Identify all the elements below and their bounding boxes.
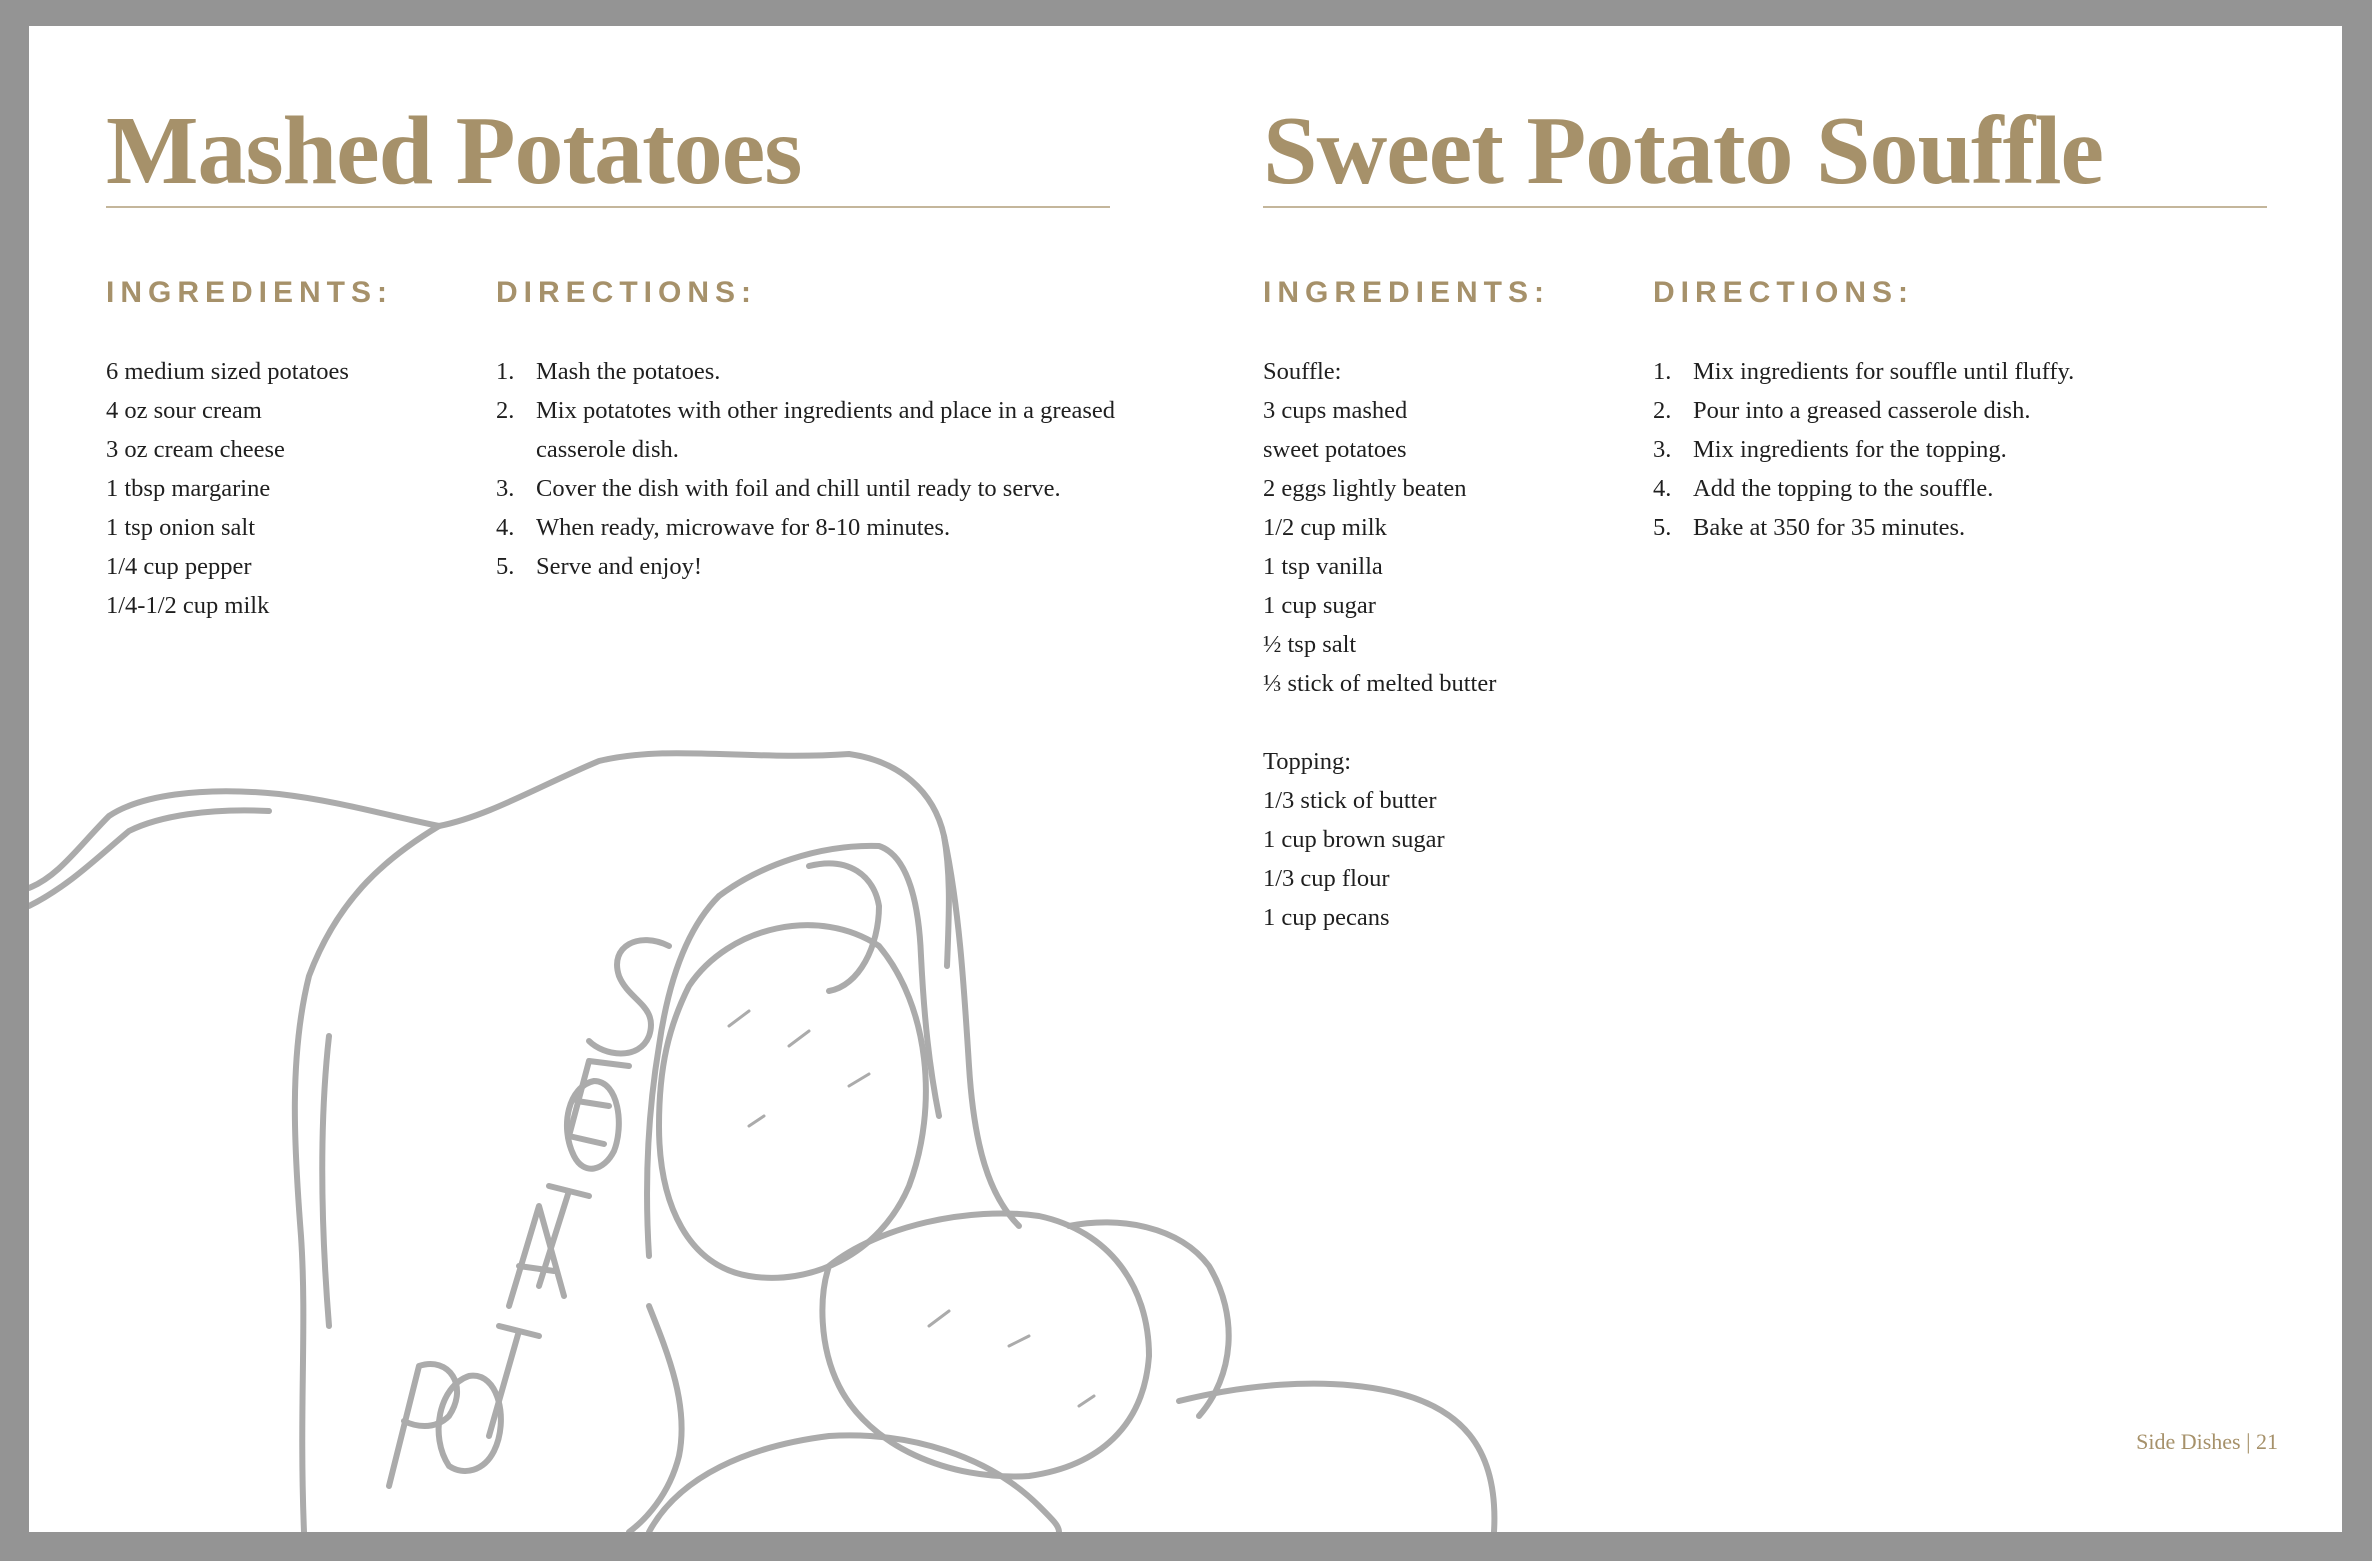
- ingredient-item: ½ tsp salt: [1263, 631, 1357, 658]
- step-text: Mix potatotes with other ingredients and place in a greased casserole dish.: [536, 397, 1115, 463]
- ingredient-item: 1 tsp onion salt: [106, 514, 256, 541]
- step-text: When ready, microwave for 8-10 minutes.: [536, 514, 951, 541]
- ingredient-item: 1/3 stick of butter: [1263, 787, 1437, 814]
- ingredient-item: 1 cup sugar: [1263, 592, 1376, 619]
- ingredients-list: [106, 352, 486, 625]
- sweet-potato-souffle-recipe: [1263, 97, 2267, 931]
- ingredient-item: 1/4-1/2 cup milk: [106, 592, 270, 619]
- step-text: Mash the potatoes.: [536, 358, 721, 385]
- ingredient-item: 1 cup pecans: [1263, 904, 1390, 931]
- ingredient-item: 4 oz sour cream: [106, 397, 262, 424]
- ingredient-item: 1 cup brown sugar: [1263, 826, 1445, 853]
- mashed-potatoes-recipe: [106, 97, 1115, 619]
- step-text: Bake at 350 for 35 minutes.: [1693, 514, 1966, 541]
- directions-column: [496, 276, 1116, 586]
- ingredient-item: 6 medium sized potatoes: [106, 358, 349, 385]
- step-number: 4.: [1653, 475, 1672, 502]
- directions-heading: DIRECTIONS:: [1653, 276, 1914, 309]
- ingredient-item: 2 eggs lightly beaten: [1263, 475, 1467, 502]
- page-footer: Side Dishes | 21: [2136, 1429, 2278, 1454]
- step-text: Mix ingredients for the topping.: [1693, 436, 2007, 463]
- ingredients-heading: INGREDIENTS:: [1263, 276, 1551, 309]
- step-text: Serve and enjoy!: [536, 553, 702, 580]
- ingredients-heading: INGREDIENTS:: [106, 276, 394, 309]
- ingredient-item: ⅓ stick of melted butter: [1263, 670, 1497, 697]
- ingredient-item: 1 tbsp margarine: [106, 475, 271, 502]
- step-text: Mix ingredients for souffle until fluffy.: [1693, 358, 2075, 385]
- ingredient-item: 1/3 cup flour: [1263, 865, 1390, 892]
- step-number: 1.: [1653, 358, 1672, 385]
- ingredients-column: [1263, 276, 1643, 937]
- ingredient-subheading: Souffle:: [1263, 358, 1342, 385]
- direction-step: [496, 469, 1116, 508]
- step-number: 3.: [1653, 436, 1672, 463]
- ingredient-item: sweet potatoes: [1263, 436, 1407, 463]
- directions-list: [496, 352, 1116, 586]
- step-text: Cover the dish with foil and chill until ready to serve.: [536, 475, 1061, 502]
- step-text: Add the topping to the souffle.: [1693, 475, 1994, 502]
- direction-step: [496, 547, 1116, 586]
- step-number: 3.: [496, 475, 515, 502]
- ingredients-column: [106, 276, 486, 625]
- cookbook-page: [29, 26, 2342, 1532]
- ingredient-spacer: [1263, 703, 1643, 742]
- step-number: 5.: [496, 553, 515, 580]
- recipe-title: Mashed Potatoes: [106, 102, 1110, 208]
- step-number: 5.: [1653, 514, 1672, 541]
- direction-step: [1653, 352, 2273, 391]
- step-number: 2.: [1653, 397, 1672, 424]
- ingredient-item: 1 tsp vanilla: [1263, 553, 1383, 580]
- step-number: 4.: [496, 514, 515, 541]
- step-number: 1.: [496, 358, 515, 385]
- ingredient-item: 3 cups mashed: [1263, 397, 1408, 424]
- recipe-title: Sweet Potato Souffle: [1263, 102, 2267, 208]
- direction-step: [1653, 508, 2273, 547]
- ingredient-item: 1/2 cup milk: [1263, 514, 1387, 541]
- direction-step: [1653, 430, 2273, 469]
- ingredient-item: 1/4 cup pepper: [106, 553, 252, 580]
- ingredient-subheading: Topping:: [1263, 748, 1352, 775]
- directions-list: [1653, 352, 2273, 547]
- directions-column: [1653, 276, 2273, 547]
- direction-step: [1653, 469, 2273, 508]
- ingredient-item: 3 oz cream cheese: [106, 436, 285, 463]
- directions-heading: DIRECTIONS:: [496, 276, 757, 309]
- step-number: 2.: [496, 397, 515, 424]
- direction-step: [496, 352, 1116, 391]
- direction-step: [496, 391, 1116, 469]
- direction-step: [1653, 391, 2273, 430]
- ingredients-list: [1263, 352, 1643, 937]
- direction-step: [496, 508, 1116, 547]
- step-text: Pour into a greased casserole dish.: [1693, 397, 2031, 424]
